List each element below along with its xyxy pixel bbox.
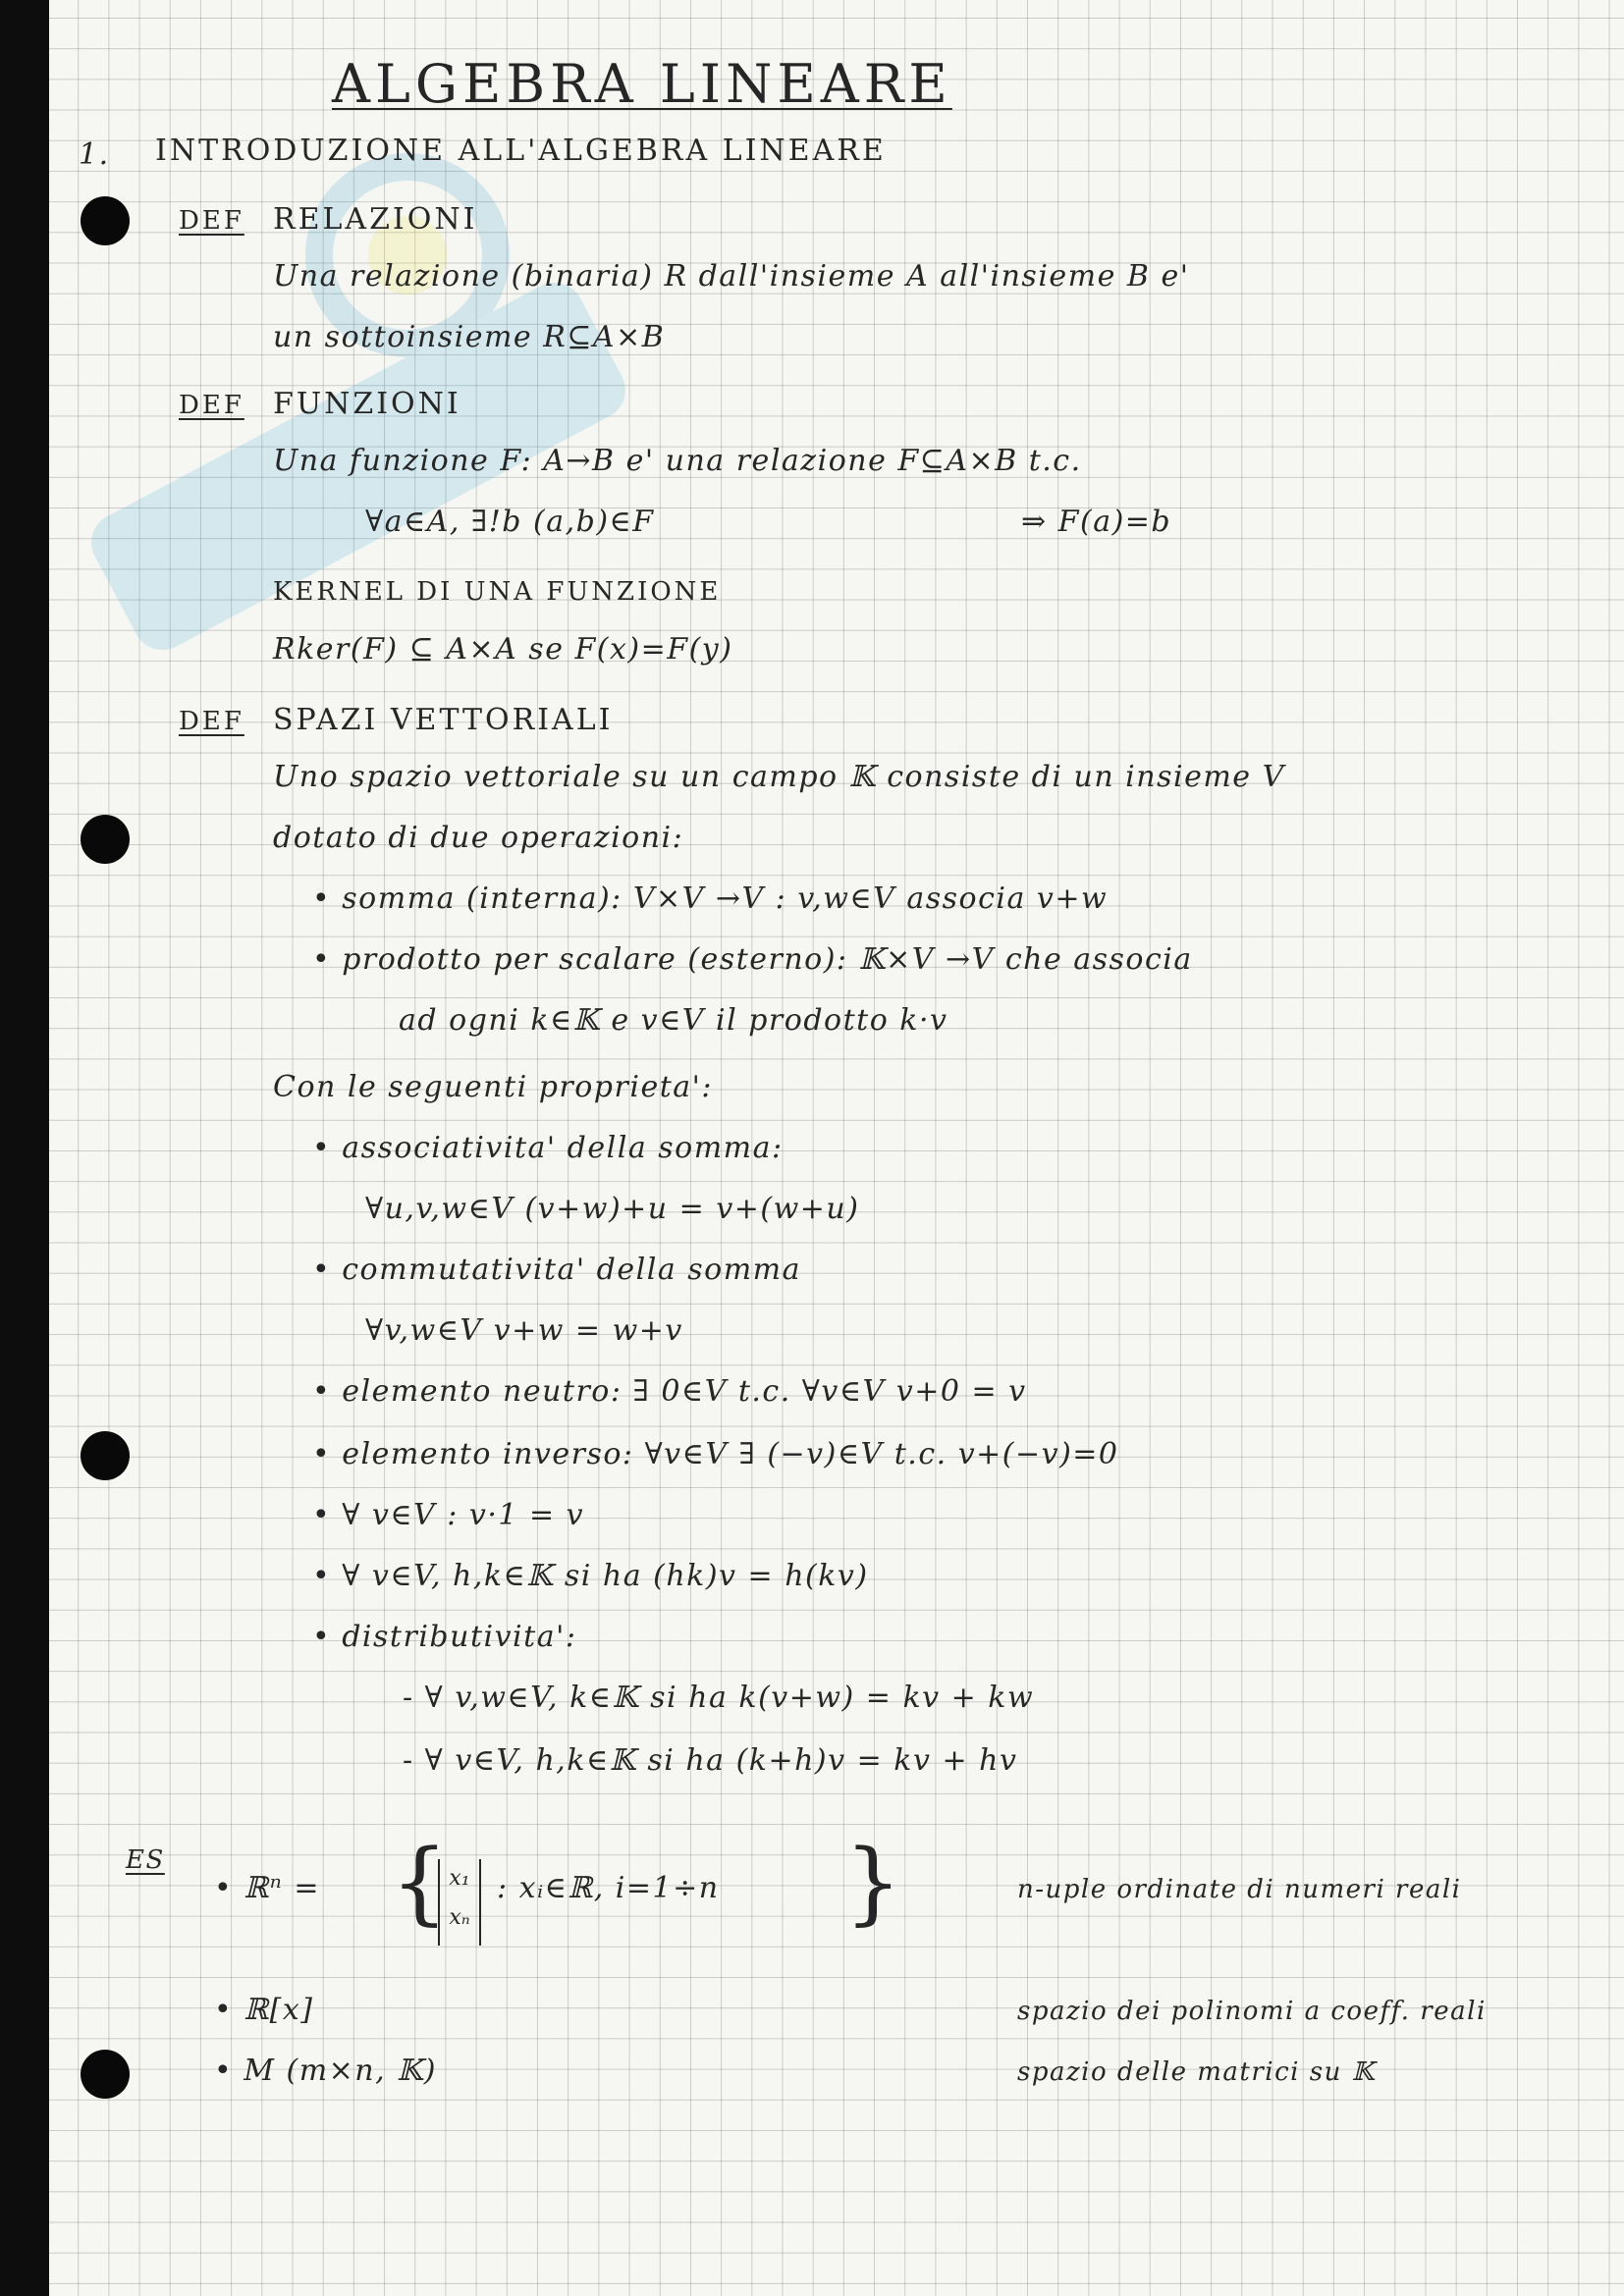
properties-intro: Con le seguenti proprieta':: [273, 1070, 713, 1104]
distributivity-2: - ∀ v∈V, h,k∈𝕂 si ha (k+h)v = kv + hv: [403, 1743, 1018, 1778]
relazioni-line-2: un sottoinsieme R⊆A×B: [273, 320, 666, 354]
vector-entry-n: xₙ: [449, 1905, 470, 1930]
funzioni-line-1: Una funzione F: A→B e' una relazione F⊆A×B t.c.: [273, 444, 1082, 478]
example-matrices: • M (m×n, 𝕂): [214, 2054, 437, 2088]
punch-hole: [81, 1431, 130, 1480]
property-commutativity: • commutativita' della somma: [312, 1253, 801, 1287]
property-inverse: • elemento inverso: ∀v∈V ∃ (−v)∈V t.c. v+(−v)=0: [312, 1437, 1119, 1471]
operation-scalar-cont: ad ogni k∈𝕂 e v∈V il prodotto k·v: [399, 1003, 948, 1038]
property-neutral: • elemento neutro: ∃ 0∈V t.c. ∀v∈V v+0 = v: [312, 1374, 1027, 1409]
relazioni-line-1: Una relazione (binaria) R dall'insieme A all'insieme B e': [273, 259, 1190, 294]
def-heading-funzioni: FUNZIONI: [273, 387, 461, 421]
property-associativity-formula: ∀u,v,w∈V (v+w)+u = v+(w+u): [365, 1192, 860, 1226]
example-polynomials: • ℝ[x]: [214, 1993, 314, 2027]
property-associativity: • associativita' della somma:: [312, 1131, 784, 1165]
def-tag: DEF: [179, 391, 244, 420]
property-distributivity: • distributivita':: [312, 1620, 577, 1654]
funzioni-line-2: ∀a∈A, ∃!b (a,b)∈F: [365, 505, 655, 539]
punch-hole: [81, 815, 130, 864]
example-polynomials-note: spazio dei polinomi a coeff. reali: [1017, 1997, 1487, 2026]
section-number: 1.: [79, 137, 110, 172]
kernel-line: Rker(F) ⊆ A×A se F(x)=F(y): [273, 632, 733, 667]
column-vector: [438, 1859, 481, 1946]
punch-hole: [81, 196, 130, 245]
distributivity-1: - ∀ v,w∈V, k∈𝕂 si ha k(v+w) = kv + kw: [403, 1681, 1035, 1715]
def-heading-spazi: SPAZI VETTORIALI: [273, 703, 614, 737]
def-tag: DEF: [179, 206, 244, 236]
kernel-heading: KERNEL DI UNA FUNZIONE: [273, 577, 722, 607]
example-rn-note: n-uple ordinate di numeri reali: [1017, 1875, 1462, 1904]
def-heading-relazioni: RELAZIONI: [273, 202, 478, 237]
property-compat: • ∀ v∈V, h,k∈𝕂 si ha (hk)v = h(kv): [312, 1559, 869, 1593]
scan-dark-edge: [0, 0, 49, 2296]
section-heading: INTRODUZIONE ALL'ALGEBRA LINEARE: [155, 133, 887, 168]
punch-hole: [81, 2050, 130, 2099]
operation-scalar: • prodotto per scalare (esterno): 𝕂×V →V che associa: [312, 942, 1193, 977]
spazi-line-2: dotato di due operazioni:: [273, 821, 684, 855]
example-matrices-note: spazio delle matrici su 𝕂: [1017, 2057, 1376, 2087]
funzioni-line-2-result: ⇒ F(a)=b: [1021, 505, 1172, 539]
page-title: ALGEBRA LINEARE: [332, 53, 952, 115]
def-tag: DEF: [179, 707, 244, 736]
left-brace: {: [391, 1830, 449, 1935]
example-tag: ES: [126, 1845, 165, 1875]
vector-entry-1: x₁: [449, 1866, 470, 1891]
spazi-line-1: Uno spazio vettoriale su un campo 𝕂 consiste di un insieme V: [273, 760, 1285, 794]
property-unit: • ∀ v∈V : v·1 = v: [312, 1498, 585, 1532]
property-commutativity-formula: ∀v,w∈V v+w = w+v: [365, 1313, 683, 1348]
right-brace: }: [844, 1830, 902, 1935]
operation-sum: • somma (interna): V×V →V : v,w∈V associa v+w: [312, 881, 1109, 916]
example-rn-condition: : xᵢ∈ℝ, i=1÷n: [497, 1871, 720, 1905]
example-rn: • ℝⁿ =: [214, 1871, 320, 1905]
